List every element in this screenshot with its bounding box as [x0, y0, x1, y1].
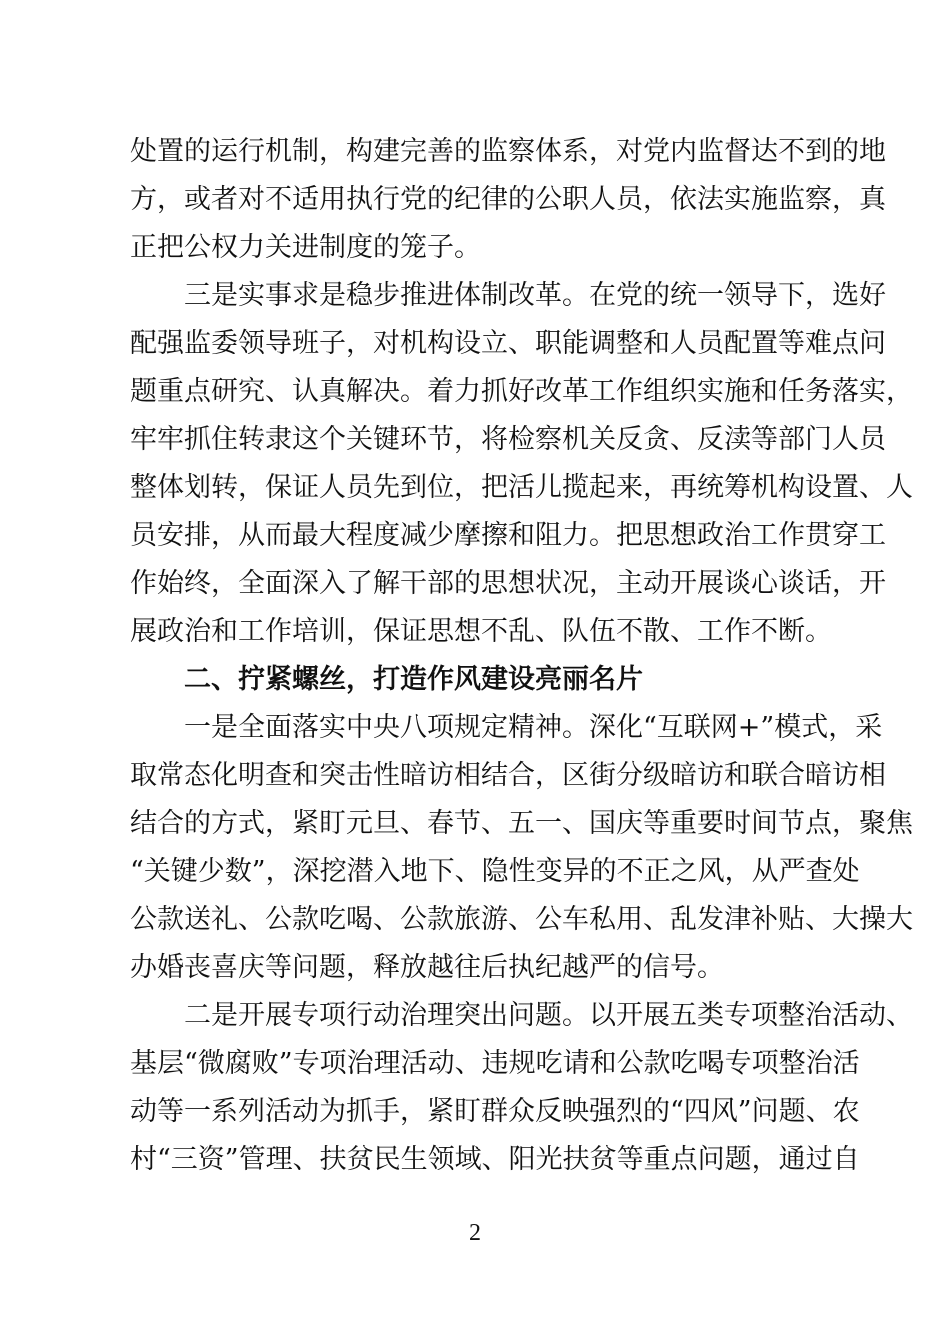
body-text-line: 基层“微腐败”专项治理活动、违规吃请和公款吃喝专项整治活 — [130, 1048, 860, 1079]
body-text-line: 配强监委领导班子，对机构设立、职能调整和人员配置等难点问 — [130, 328, 886, 359]
body-text-line: 处置的运行机制，构建完善的监察体系，对党内监督达不到的地 — [130, 136, 886, 167]
body-text-line: 方，或者对不适用执行党的纪律的公职人员，依法实施监察，真 — [130, 184, 886, 215]
body-text-line: 整体划转，保证人员先到位，把活儿揽起来，再统筹机构设置、人 — [130, 472, 913, 503]
body-text-line: “关键少数”，深挖潜入地下、隐性变异的不正之风，从严查处 — [130, 856, 860, 887]
body-text-line: 结合的方式，紧盯元旦、春节、五一、国庆等重要时间节点，聚焦 — [130, 808, 913, 839]
body-text-line: 一是全面落实中央八项规定精神。深化“互联网+”模式，采 — [184, 712, 883, 743]
section-heading: 二、拧紧螺丝，打造作风建设亮丽名片 — [184, 664, 643, 695]
body-text-line: 正把公权力关进制度的笼子。 — [130, 232, 481, 263]
body-text-line: 二是开展专项行动治理突出问题。以开展五类专项整治活动、 — [184, 1000, 913, 1031]
body-text-line: 展政治和工作培训，保证思想不乱、队伍不散、工作不断。 — [130, 616, 832, 647]
body-text-line: 取常态化明查和突击性暗访相结合，区街分级暗访和联合暗访相 — [130, 760, 886, 791]
body-text-line: 作始终，全面深入了解干部的思想状况，主动开展谈心谈话，开 — [130, 568, 886, 599]
body-text-line: 动等一系列活动为抓手，紧盯群众反映强烈的“四风”问题、农 — [130, 1096, 860, 1127]
body-text-line: 村“三资”管理、扶贫民生领域、阳光扶贫等重点问题，通过自 — [130, 1144, 860, 1175]
body-text-line: 三是实事求是稳步推进体制改革。在党的统一领导下，选好 — [184, 280, 886, 311]
body-text-line: 公款送礼、公款吃喝、公款旅游、公车私用、乱发津补贴、大操大 — [130, 904, 913, 935]
body-text-line: 牢牢抓住转隶这个关键环节，将检察机关反贪、反渎等部门人员 — [130, 424, 886, 455]
body-text-line: 题重点研究、认真解决。着力抓好改革工作组织实施和任务落实， — [130, 376, 913, 407]
page-number: 2 — [469, 1220, 481, 1246]
body-text-line: 员安排，从而最大程度减少摩擦和阻力。把思想政治工作贯穿工 — [130, 520, 886, 551]
body-text-line: 办婚丧喜庆等问题，释放越往后执纪越严的信号。 — [130, 952, 724, 983]
